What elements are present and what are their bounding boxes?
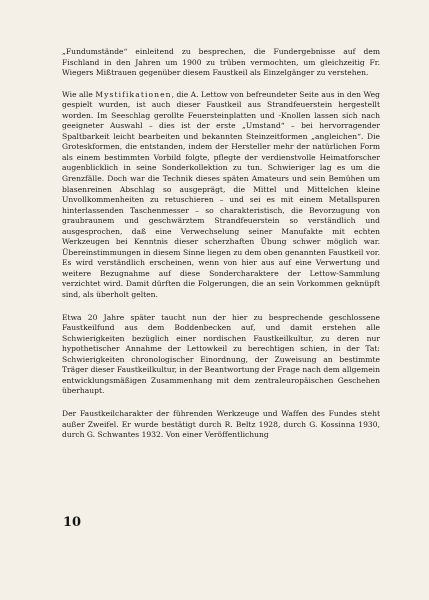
paragraph-2-rest: , die A. Lettow von befreundeter Seite aus in den Weg gespielt wurden, ist auch dieser Faustkeil aus Strandfeuerstein hergestellt worden. Im Seeschlag gerollte Feuersteinplatten und -Knollen lassen sich nach geeigneter Auswahl – dies ist der erste „Umstand“ – bei hervorragender Spaltbarkeit leicht bearbeiten und bekannten Steinzeitformen „angleichen“. Die Groteskformen, die entstanden, indem der Hersteller mehr der natürlichen Form als einem bestimmten Vorbild folgte, pflegte der verdienstvolle Heimatforscher augenblicklich in seine Sonderkollektion zu tun. Schwieriger lag es um die Grenzfälle. Doch war die Technik dieses späten Amateurs und sein Bemühen um blasenreinen Abschlag so ausgeprägt, die Mittel und Mittelchen kleine Unvollkommenheiten zu retuschieren – und sei es mit einem Metallspuren hinterlassenden Taschenmesser – so charakteristisch, die Bevorzugung von graubraunem und geschwärztem Strandfeuerstein so verständlich und ausgesprochen, daß eine Verwechselung seiner Manufakte mit echten Werkzeugen bei Kenntnis dieser scherzhaften Übung schwer möglich war. Übereinstimmungen in diesem Sinne liegen zu dem oben genannten Faustkeil vor. Es wird verständlich erscheinen, wenn von hier aus auf eine Verwertung und weitere Bezugnahme auf diese Sondercharaktere der Lettow-Sammlung verzichtet wird. Damit dürften die Folgerungen, die an sein Vorkommen geknüpft sind, als überholt gelten. [62,89,380,300]
paragraph-4: Der Faustkeilcharakter der führenden Werkzeuge und Waffen des Fundes steht außer Zweifel. Er wurde bestätigt durch R. Beltz 1928, durch G. Kossinna 1930, durch G. Schwantes 1932. Von einer Veröffentlichung [62,408,380,440]
body-text [62,47,380,454]
page-number: 10 [63,515,82,530]
paragraph-3: Etwa 20 Jahre später taucht nun der hier zu besprechende geschlossene Faustkeilfund aus dem Boddenbecken auf, und damit erstehen alle Schwierigkeiten bezüglich einer nordischen Faustkeilkultur, zu deren nur hypothetischer Annahme der Lettowkeil zu berechtigen schien, in der Tat: Schwierigkeiten chronologischer Einordnung, der Zuweisung an bestimmte Träger dieser Faustkeilkultur, in der Beantwortung der Frage nach dem allgemein entwicklungsmäßigen Zusammenhang mit dem zentraleuropäischen Geschehen überhaupt. [62,312,380,396]
paragraph-2-lead: Wie alle [62,89,96,99]
paragraph-1: „Fundumstände“ einleitend zu besprechen, die Fundergebnisse auf dem Fischland in den Jahren um 1900 zu trüben vermochten, um gleichzeitig Fr. Wiegers Mißtrauen gegenüber diesem Faustkeil als Einzelgänger zu verstehen. [62,47,380,78]
paragraph-2 [62,90,380,301]
paragraph-2-spaced-word: Mystifikationen [95,89,172,99]
